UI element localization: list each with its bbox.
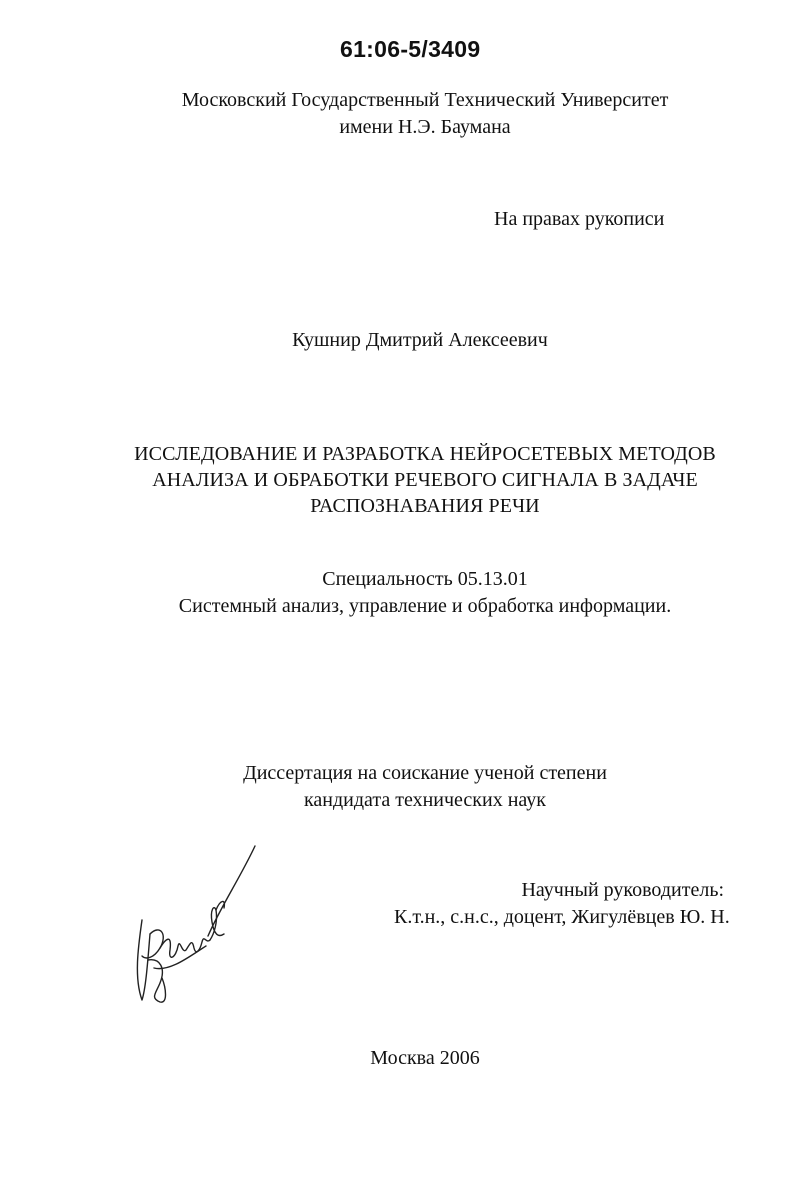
specialty-block — [150, 566, 700, 620]
dissertation-title — [100, 441, 750, 519]
university-name — [150, 87, 700, 141]
registry-code: 61:06-5/3409 — [340, 36, 481, 62]
specialty-code: Специальность 05.13.01 — [322, 568, 528, 590]
degree-line-1: Диссертация на соискание ученой степени — [243, 762, 607, 784]
title-line-2: АНАЛИЗА И ОБРАБОТКИ РЕЧЕВОГО СИГНАЛА В ЗАДАЧЕ — [152, 469, 698, 491]
title-line-3: РАСПОЗНАВАНИЯ РЕЧИ — [310, 495, 540, 517]
degree-line-2: кандидата технических наук — [303, 789, 547, 811]
supervisor-name: К.т.н., с.н.с., доцент, Жигулёвцев Ю. Н. — [394, 906, 730, 928]
supervisor-block — [394, 877, 730, 931]
specialty-description: Системный анализ, управление и обработка информации. — [178, 595, 672, 617]
supervisor-label: Научный руководитель: — [521, 879, 724, 901]
author-name: Кушнир Дмитрий Алексеевич — [292, 329, 548, 351]
title-line-1: ИССЛЕДОВАНИЕ И РАЗРАБОТКА НЕЙРОСЕТЕВЫХ МЕТОДОВ — [134, 443, 716, 465]
rights-note: На правах рукописи — [494, 208, 665, 230]
city-year: Москва 2006 — [370, 1047, 480, 1069]
degree-block — [150, 760, 700, 814]
university-line-1: Московский Государственный Технический Университет — [181, 89, 669, 111]
signature-icon — [120, 838, 270, 1008]
university-line-2: имени Н.Э. Баумана — [339, 116, 511, 138]
author-signature — [120, 838, 270, 1008]
